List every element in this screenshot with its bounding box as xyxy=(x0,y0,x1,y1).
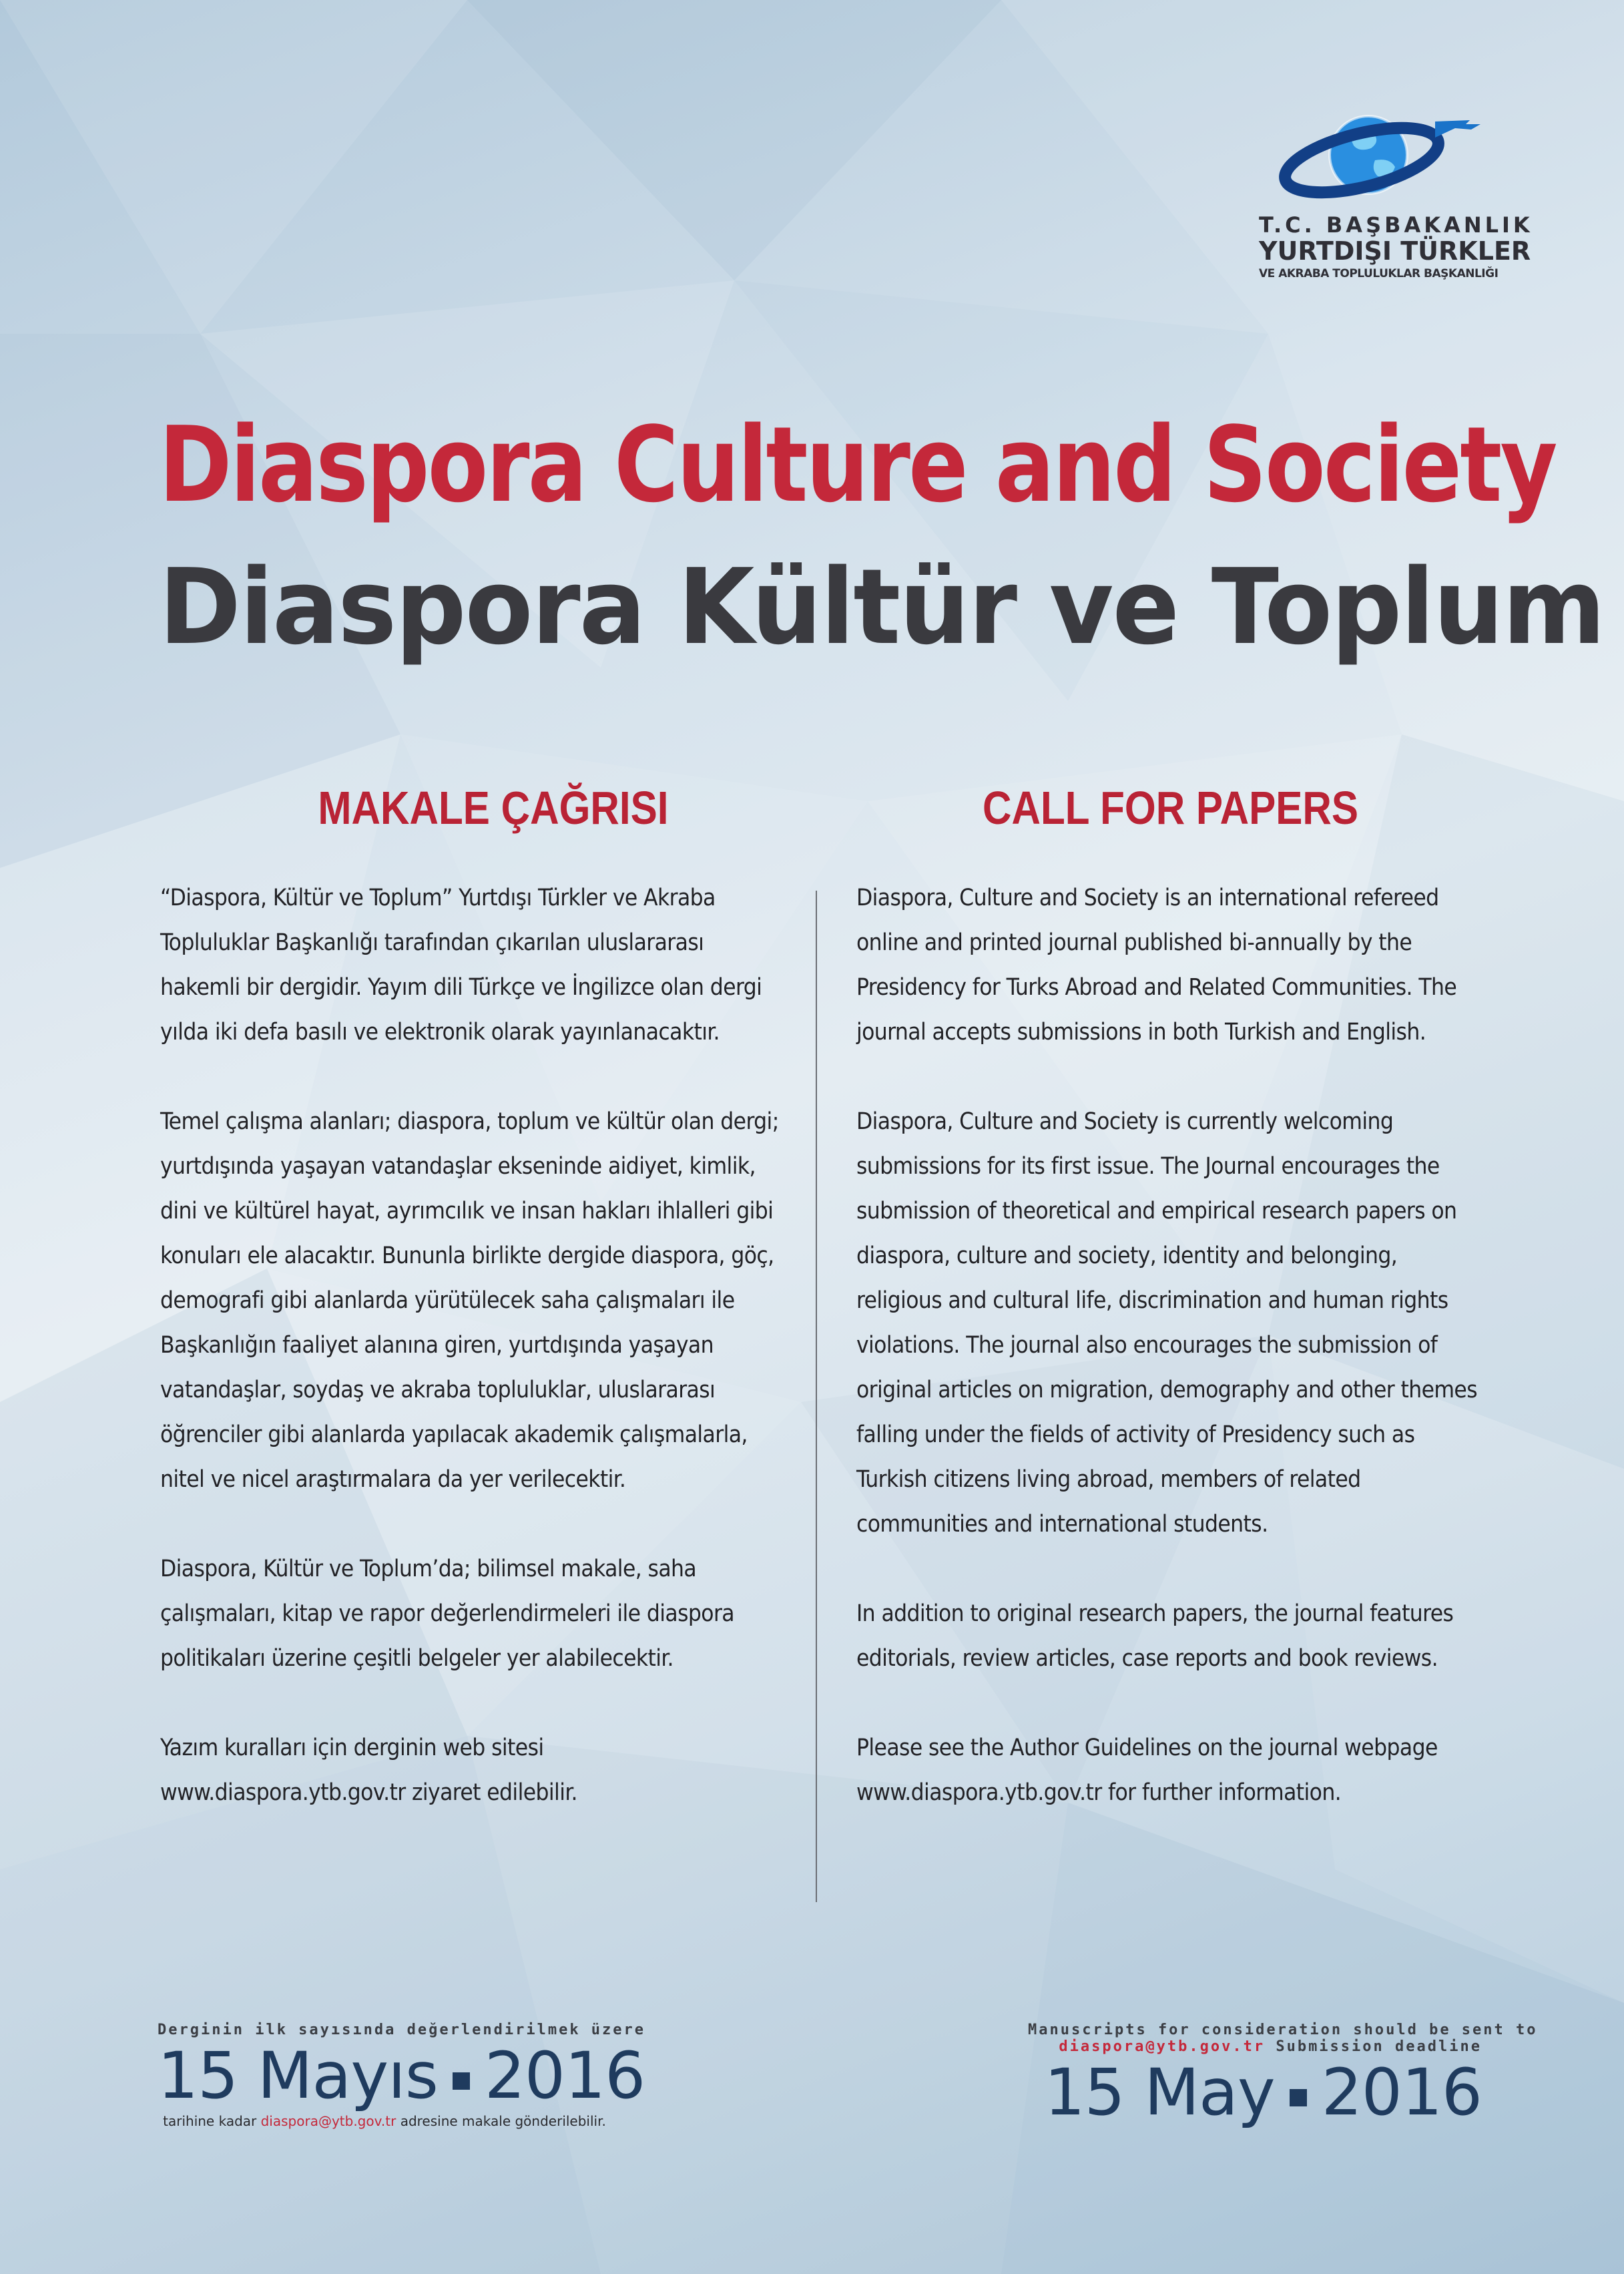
deadline-en-label: Submission deadline xyxy=(1276,2038,1482,2055)
en-paragraph: Please see the Author Guidelines on the journal webpage www.diaspora.ytb.gov.tr for further information. xyxy=(856,1735,1438,1806)
deadline-tr-foot-before: tarihine kadar xyxy=(163,2113,257,2129)
deadline-tr-email[interactable]: diaspora@ytb.gov.tr xyxy=(260,2113,396,2129)
globe-airplane-icon xyxy=(1275,107,1488,207)
en-paragraph: In addition to original research papers, the journal features editorials, review articles, case reports and book reviews. xyxy=(856,1600,1454,1672)
square-bullet-icon xyxy=(453,2072,470,2090)
en-paragraph: Diaspora, Culture and Society is an international refereed online and printed journal published bi-annually by the Presidency for Turks Abroad and Related Communities. The journal accepts submissions in both Turkish and English. xyxy=(856,885,1457,1046)
turkish-column xyxy=(160,876,788,1860)
logo-line-2: YURTDIŞI TÜRKLER xyxy=(1259,236,1531,266)
deadline-en-email-line xyxy=(1028,2038,1482,2055)
tr-paragraph: Diaspora, Kültür ve Toplum’da; bilimsel makale, saha çalışmaları, kitap ve rapor değerlendirmeleri ile diaspora politikaları üzerine çeşitli belgeler yer alabilecektir. xyxy=(160,1556,734,1672)
column-divider xyxy=(816,891,817,1902)
deadline-tr-date xyxy=(158,2038,645,2113)
tr-paragraph: Temel çalışma alanları; diaspora, toplum ve kültür olan dergi; yurtdışında yaşayan vatandaşlar ekseninde aidiyet, kimlik, dini ve kültürel hayat, ayrımcılık ve insan hakları ihlalleri gibi konuları ele alacaktır. Bununla birlikte dergide diaspora, göç, demografi gibi alanlarda yürütülecek saha çalışmaları ile Başkanlığın faaliyet alanına giren, yurtdışında yaşayan vatandaşlar, soydaş ve akraba topluluklar, uluslararası öğrenciler gibi alanlarda yapılacak akademik çalışmalarla, nitel ve nicel araştırmalara da yer verilecektir. xyxy=(160,1108,779,1493)
deadline-turkish xyxy=(158,2022,646,2129)
deadline-en-year: 2016 xyxy=(1321,2055,1482,2130)
journal-title-english: Diaspora Culture and Society xyxy=(159,404,1556,525)
ytb-logo xyxy=(1255,107,1533,287)
deadline-tr-footnote xyxy=(158,2113,611,2129)
deadline-tr-day-month: 15 Mayıs xyxy=(158,2038,438,2113)
square-bullet-icon xyxy=(1290,2089,1307,2106)
english-column xyxy=(856,876,1484,1860)
journal-title-turkish: Diaspora Kültür ve Toplum xyxy=(159,546,1605,668)
deadline-en-day-month: 15 May xyxy=(1044,2055,1275,2130)
deadline-tr-intro: Derginin ilk sayısında değerlendirilmek üzere xyxy=(158,2022,646,2038)
deadline-tr-foot-after: adresine makale gönderilebilir. xyxy=(400,2113,606,2129)
tr-paragraph: “Diaspora, Kültür ve Toplum” Yurtdışı Türkler ve Akraba Topluluklar Başkanlığı tarafından çıkarılan uluslararası hakemli bir dergidir. Yayım dili Türkçe ve İngilizce olan dergi yılda iki defa basılı ve elektronik olarak yayınlanacaktır. xyxy=(160,885,762,1046)
tr-paragraph: Yazım kuralları için derginin web sitesi www.diaspora.ytb.gov.tr ziyaret edilebilir. xyxy=(160,1735,577,1806)
heading-makale-cagrisi: MAKALE ÇAĞRISI xyxy=(318,782,669,834)
en-paragraph: Diaspora, Culture and Society is currently welcoming submissions for its first issue. The Journal encourages the submission of theoretical and empirical research papers on diaspora, culture and society, identity and belonging, religious and cultural life, discrimination and human rights violations. The journal also encourages the submission of original articles on migration, demography and other themes falling under the fields of activity of Presidency such as Turkish citizens living abroad, members of related communities and international students. xyxy=(856,1108,1478,1538)
deadline-en-intro: Manuscripts for consideration should be sent to xyxy=(1028,2022,1538,2038)
logo-line-3: VE AKRABA TOPLULUKLAR BAŞKANLIĞI xyxy=(1259,267,1499,280)
deadline-english xyxy=(1028,2022,1538,2130)
heading-call-for-papers: CALL FOR PAPERS xyxy=(983,782,1359,834)
deadline-en-date xyxy=(1028,2055,1482,2130)
deadline-en-email[interactable]: diaspora@ytb.gov.tr xyxy=(1059,2038,1266,2055)
deadline-tr-year: 2016 xyxy=(484,2038,645,2113)
logo-line-1: T.C. BAŞBAKANLIK xyxy=(1259,212,1533,238)
